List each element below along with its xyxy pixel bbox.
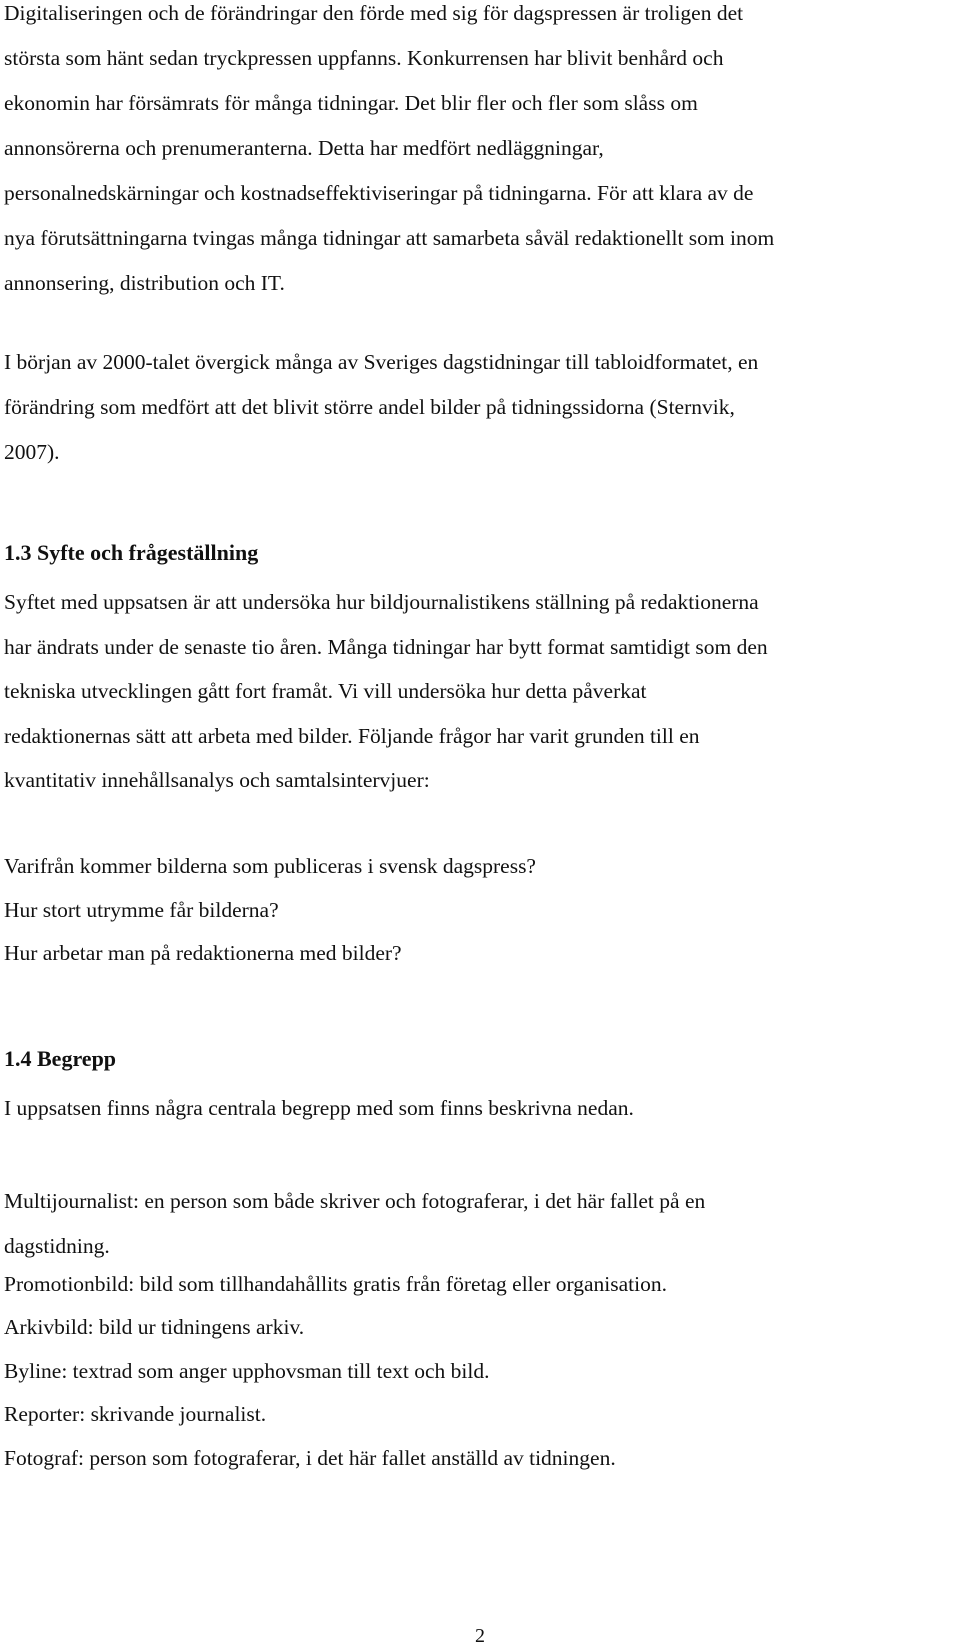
paragraph-concepts-intro: I uppsatsen finns några centrala begrepp med som finns beskrivna nedan. (4, 1096, 634, 1120)
research-question-3: Hur arbetar man på redaktionerna med bilder? (4, 941, 402, 965)
definition-multijournalist: Multijournalist: en person som både skriver och fotograferar, i det här fallet på en dagstidning. (4, 1189, 706, 1258)
research-question-2: Hur stort utrymme får bilderna? (4, 898, 279, 922)
definition-fotograf: Fotograf: person som fotograferar, i det här fallet anställd av tidningen. (4, 1446, 616, 1470)
definition-promotionbild: Promotionbild: bild som tillhandahållits gratis från företag eller organisation. (4, 1272, 667, 1296)
paragraph-purpose: Syftet med uppsatsen är att undersöka hur bildjournalistikens ställning på redaktionerna har ändrats under de senaste tio åren. Många tidningar har bytt format samtidigt som den tekniska utvecklingen gått fort framåt. Vi vill undersöka hur detta påverkat redaktionernas sätt att arbeta med bilder. Följande frågor har varit grunden till en kvantitativ innehållsanalys och samtalsintervjuer: (4, 590, 768, 792)
definition-byline: Byline: textrad som anger upphovsman till text och bild. (4, 1359, 490, 1383)
paragraph-digitalization: Digitaliseringen och de förändringar den förde med sig för dagspressen är troligen det största som hänt sedan tryckpressen uppfanns. Konkurrensen har blivit benhård och ekonomin har försämrats för många tidningar. Det blir fler och fler som slåss om annonsörerna och prenumeranterna. Detta har medfört nedläggningar, personalnedskärningar och kostnadseffektiviseringar på tidningarna. För att klara av de nya förutsättningarna tvingas många tidningar att samarbeta såväl redaktionellt som inom annonsering, distribution och IT. (4, 1, 775, 295)
research-question-1: Varifrån kommer bilderna som publiceras i svensk dagspress? (4, 854, 536, 878)
paragraph-tabloid-format: I början av 2000-talet övergick många av Sveriges dagstidningar till tabloidformatet, en förändring som medfört att det blivit större andel bilder på tidningssidorna (Sternvik, 2007). (4, 350, 759, 464)
section-heading-concepts: 1.4 Begrepp (4, 1046, 117, 1071)
section-heading-purpose: 1.3 Syfte och frågeställning (4, 540, 259, 565)
definition-reporter: Reporter: skrivande journalist. (4, 1402, 267, 1426)
definition-arkivbild: Arkivbild: bild ur tidningens arkiv. (4, 1315, 305, 1339)
page-number: 2 (475, 1625, 485, 1647)
